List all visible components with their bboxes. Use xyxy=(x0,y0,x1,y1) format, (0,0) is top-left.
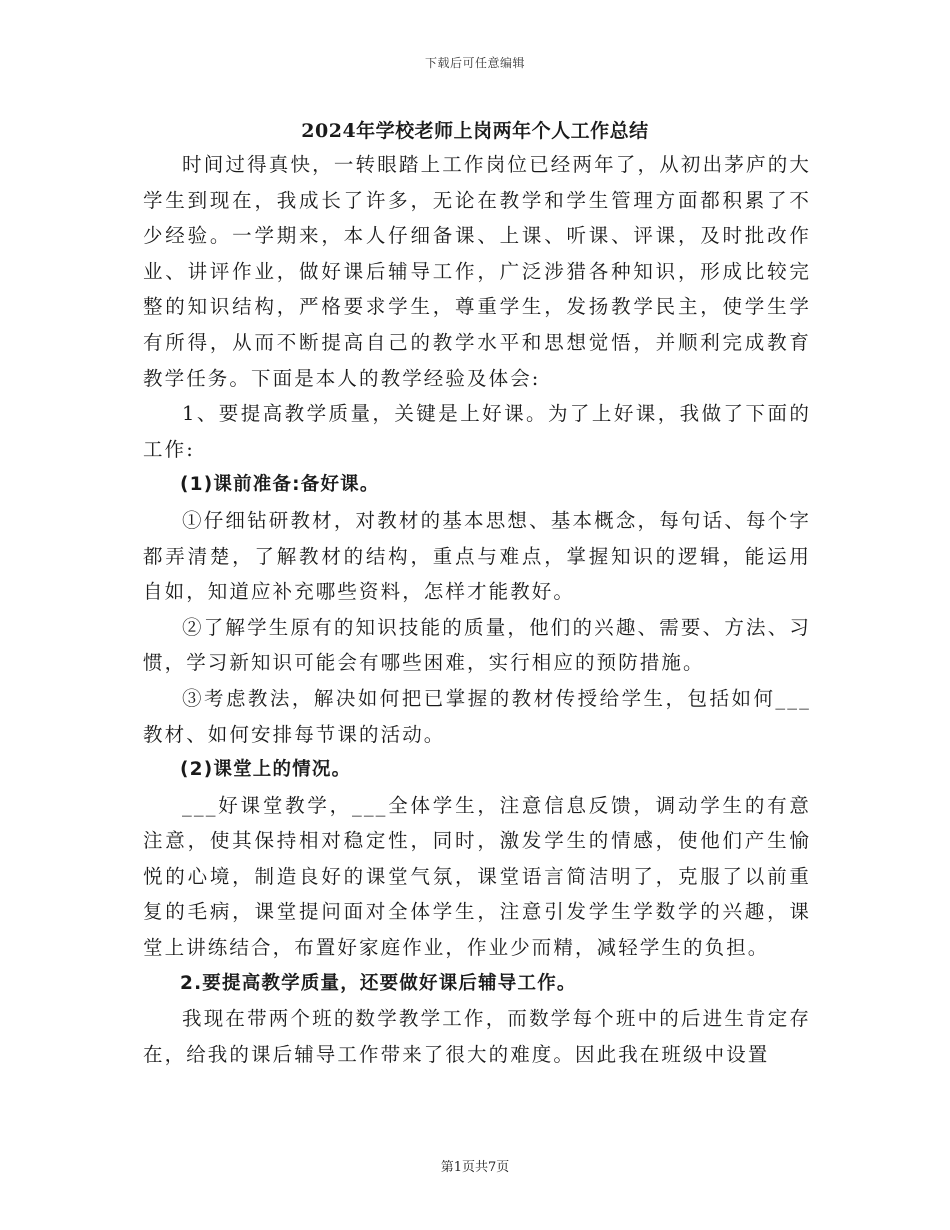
header-note: 下载后可任意编辑 xyxy=(424,56,525,70)
section-heading-tutoring: 2.要提高教学质量，还要做好课后辅导工作。 xyxy=(180,972,577,994)
paragraph-intro: 时间过得真快，一转眼踏上工作岗位已经两年了，从初出茅庐的大学生到现在，我成长了许多，无论在教学和学生管理方面都积累了不少经验。一学期来，本人仔细备课、上课、听课、评课，及时批改作业、讲评作业，做好课后辅导工作，广泛涉猎各种知识，形成比较完整的知识结构，严格要求学生，尊重学生，发扬教学民主，使学生学有所得，从而不断提高自己的教学水平和思想觉悟，并顺利完成教育教学任务。下面是本人的教学经验及体会: xyxy=(143,153,811,390)
document-title: 2024年学校老师上岗两年个人工作总结 xyxy=(301,120,649,142)
paragraph-point-1: 1、要提高教学质量，关键是上好课。为了上好课，我做了下面的工作: xyxy=(143,402,811,461)
document-body xyxy=(143,147,811,1072)
paragraph-classroom: ___好课堂教学，___全体学生，注意信息反馈，调动学生的有意注意，使其保持相对稳定性，同时，激发学生的情感，使他们产生愉悦的心境，制造良好的课堂气氛，课堂语言简洁明了，克服了以前重复的毛病，课堂提问面对全体学生，注意引发学生学数学的兴趣，课堂上讲练结合，布置好家庭作业，作业少而精，减轻学生的负担。 xyxy=(143,793,811,960)
section-heading-classroom: (2)课堂上的情况。 xyxy=(180,759,352,781)
paragraph-tutoring: 我现在带两个班的数学教学工作，而数学每个班中的后进生肯定存在，给我的课后辅导工作带来了很大的难度。因此我在班级中设置 xyxy=(143,1007,811,1066)
page-number: 第1页共7页 xyxy=(440,1160,510,1175)
paragraph-prep-item-3: ③考虑教法，解决如何把已掌握的教材传授给学生，包括如何___教材、如何安排每节课的活动。 xyxy=(143,686,811,746)
paragraph-prep-item-2: ②了解学生原有的知识技能的质量，他们的兴趣、需要、方法、习惯，学习新知识可能会有哪些困难，实行相应的预防措施。 xyxy=(143,615,811,675)
section-heading-lesson-prep: (1)课前准备:备好课。 xyxy=(180,474,380,496)
paragraph-prep-item-1: ①仔细钻研教材，对教材的基本思想、基本概念，每句话、每个字都弄清楚，了解教材的结构，重点与难点，掌握知识的逻辑，能运用自如，知道应补充哪些资料，怎样才能教好。 xyxy=(143,508,811,604)
